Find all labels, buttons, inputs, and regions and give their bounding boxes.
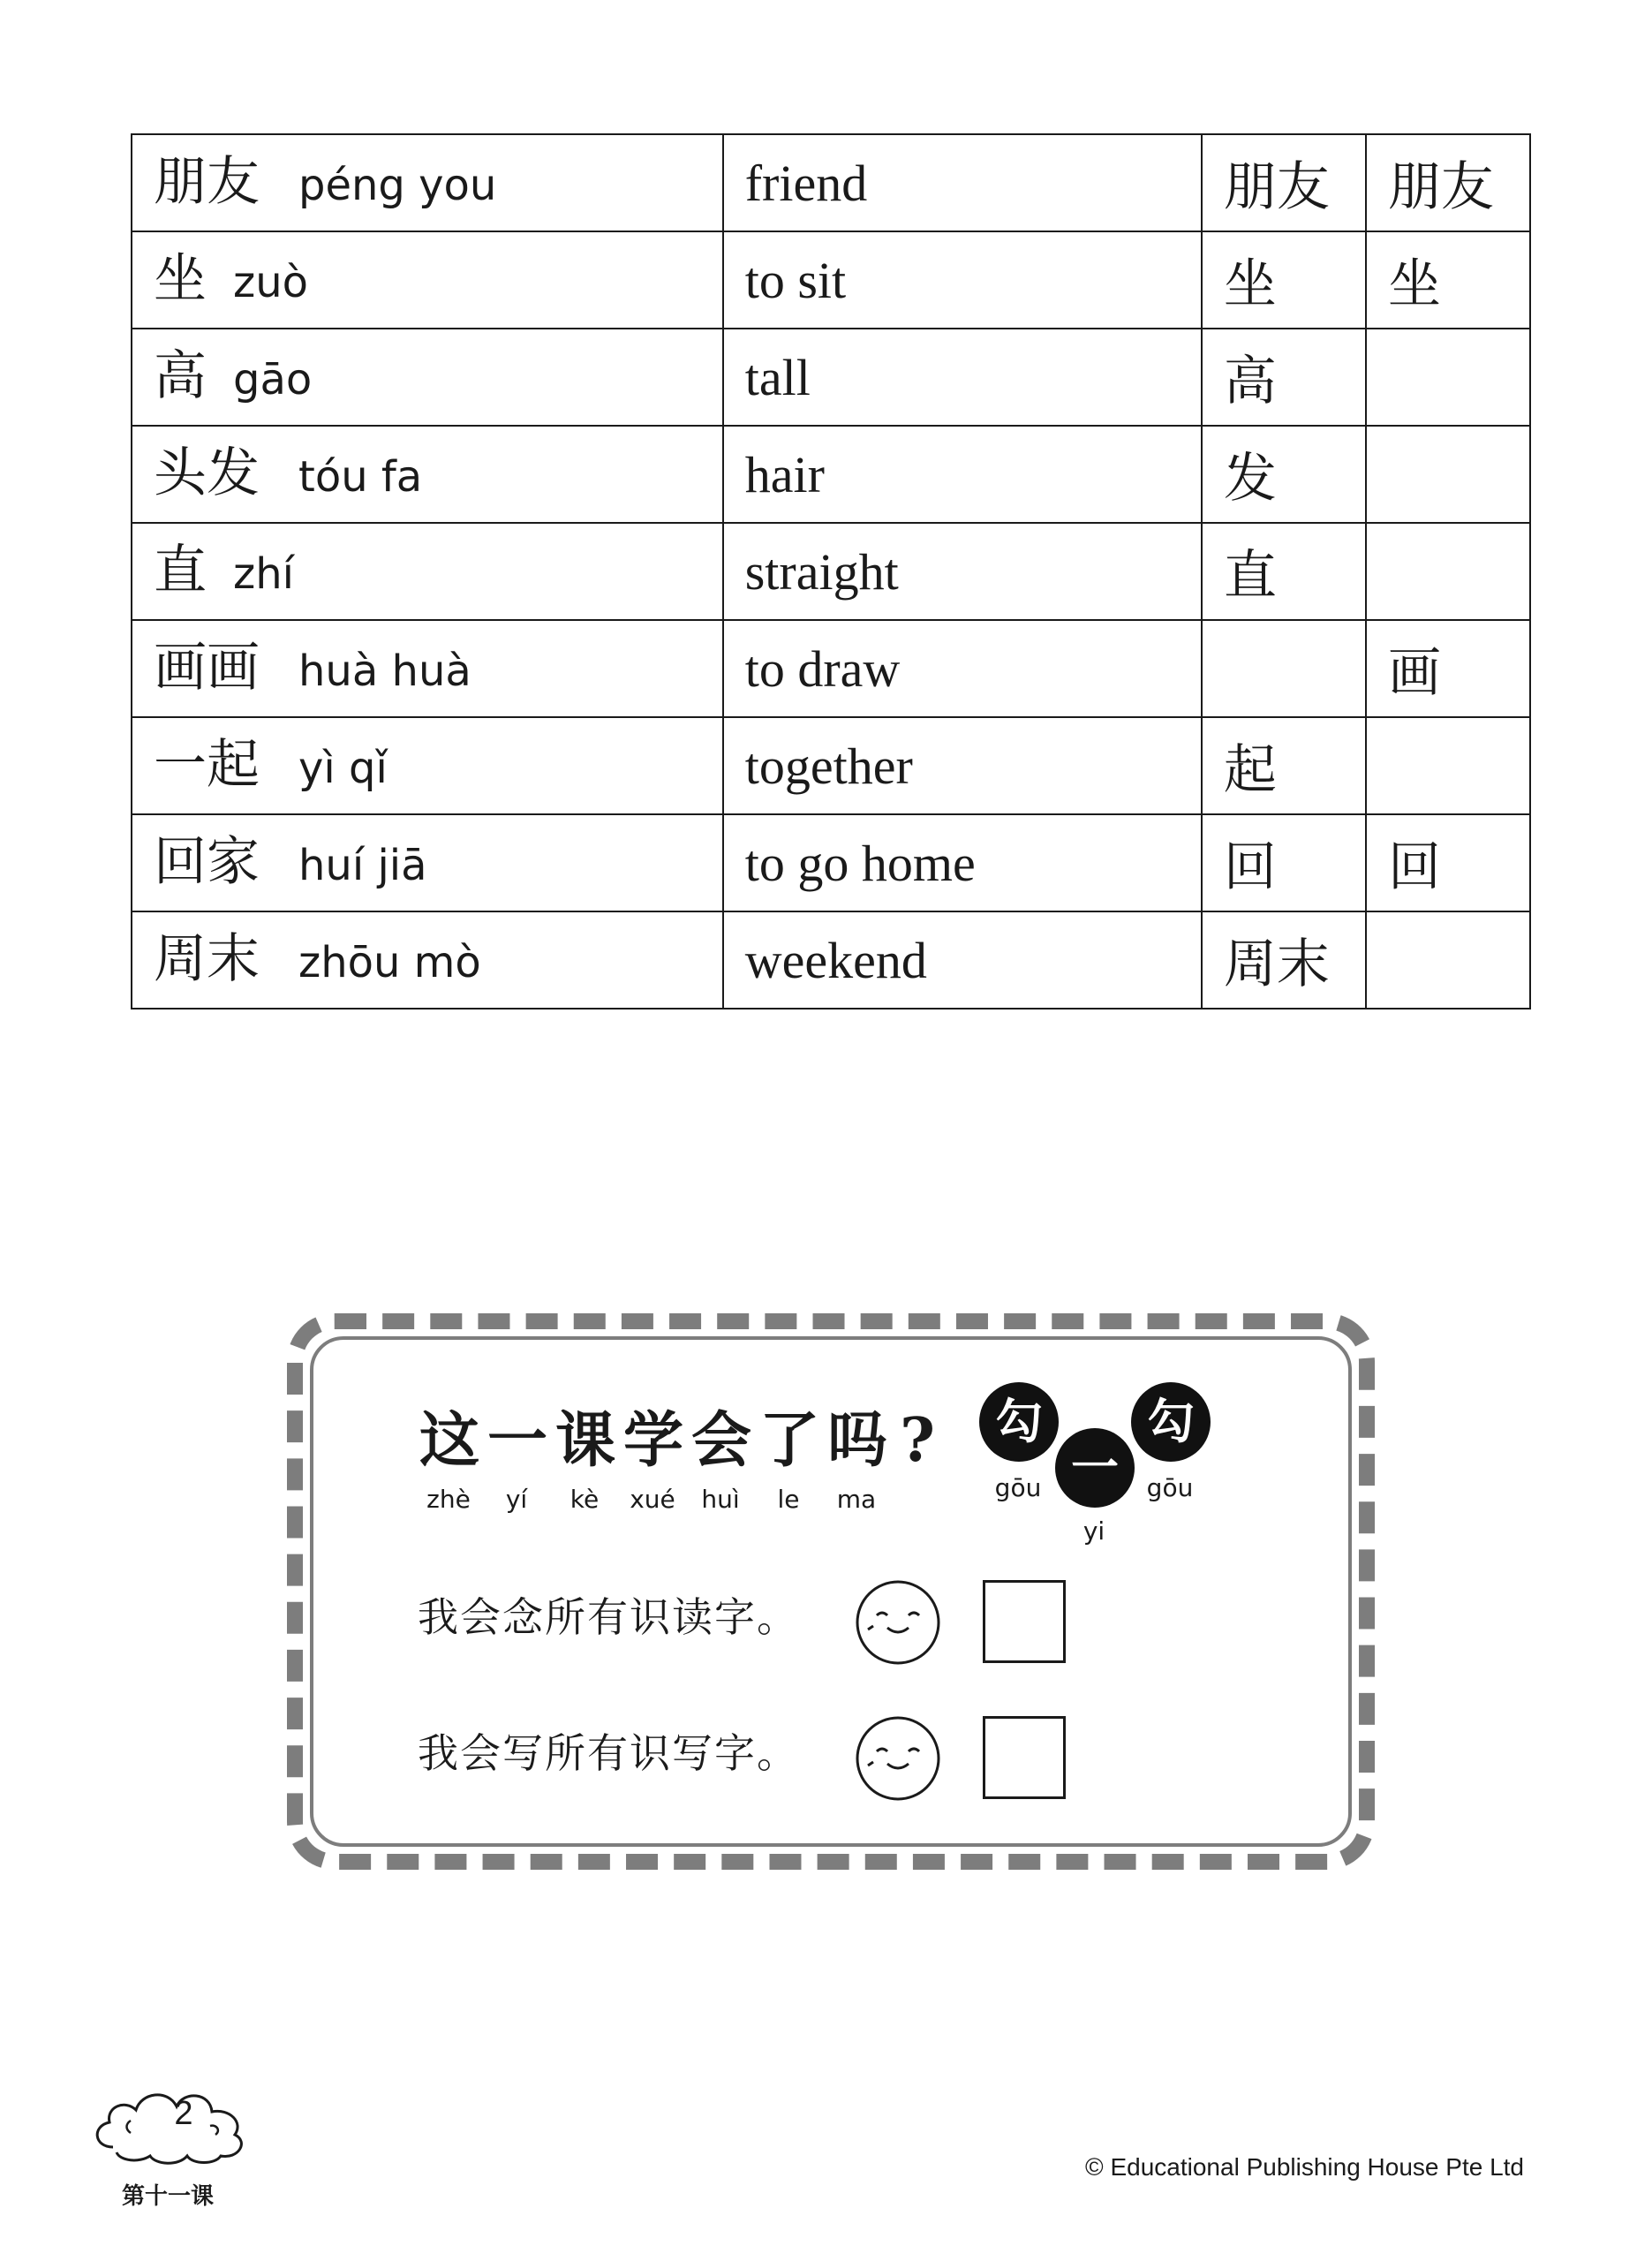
hanzi: 朋友 xyxy=(154,151,260,213)
badge-bubble: 一 xyxy=(1055,1428,1135,1508)
read-char-cell: 周末 xyxy=(1202,911,1366,1009)
title-char: 课 xyxy=(554,1405,615,1476)
english-cell: friend xyxy=(723,134,1202,231)
title-question-mark: ? xyxy=(900,1405,935,1476)
read-checkbox[interactable] xyxy=(983,1580,1066,1663)
word-cell xyxy=(132,911,723,1009)
badge-bubble: 勾 xyxy=(979,1382,1059,1462)
pinyin: huà huà xyxy=(298,647,471,696)
hanzi: 高 xyxy=(154,345,207,407)
title-pinyin: yí xyxy=(505,1485,528,1514)
english-cell: weekend xyxy=(723,911,1202,1009)
hanzi: 一起 xyxy=(154,734,260,796)
smiley-face-icon xyxy=(854,1714,942,1803)
write-char-cell xyxy=(1366,426,1530,523)
table-row xyxy=(132,231,1530,329)
badge-bubble: 勾 xyxy=(1131,1382,1211,1462)
english-cell: tall xyxy=(723,329,1202,426)
vocabulary-table xyxy=(131,133,1531,1010)
pinyin: tóu fa xyxy=(298,452,423,502)
pinyin: gāo xyxy=(233,355,313,405)
title-pinyin: zhè xyxy=(426,1485,471,1514)
badge-pinyin: yi xyxy=(1082,1516,1105,1546)
read-char-cell: 朋友 xyxy=(1202,134,1366,231)
read-char-cell: 起 xyxy=(1202,717,1366,814)
self-check-panel xyxy=(287,1313,1375,1870)
table-row xyxy=(132,814,1530,911)
badge-pinyin: gōu xyxy=(994,1473,1042,1502)
english-cell: hair xyxy=(723,426,1202,523)
title-char: 会 xyxy=(690,1405,751,1476)
read-char-cell: 发 xyxy=(1202,426,1366,523)
title-char: 一 xyxy=(487,1405,547,1476)
english-cell: to draw xyxy=(723,620,1202,717)
table-row xyxy=(132,329,1530,426)
write-char-cell xyxy=(1366,329,1530,426)
word-cell xyxy=(132,426,723,523)
read-char-cell: 高 xyxy=(1202,329,1366,426)
word-cell xyxy=(132,620,723,717)
write-char-cell xyxy=(1366,523,1530,620)
title-char: 吗 xyxy=(826,1405,887,1476)
table-row xyxy=(132,134,1530,231)
word-cell xyxy=(132,717,723,814)
word-cell xyxy=(132,814,723,911)
table-row xyxy=(132,911,1530,1009)
table-row xyxy=(132,523,1530,620)
read-char-cell: 坐 xyxy=(1202,231,1366,329)
title-char: 了 xyxy=(758,1405,819,1476)
word-cell xyxy=(132,231,723,329)
pinyin: zhōu mò xyxy=(298,938,481,987)
english-cell: to sit xyxy=(723,231,1202,329)
hanzi: 坐 xyxy=(154,248,207,310)
read-char-cell: 直 xyxy=(1202,523,1366,620)
title-pinyin: le xyxy=(777,1485,800,1514)
write-char-cell: 回 xyxy=(1366,814,1530,911)
badge-pinyin: gōu xyxy=(1146,1473,1194,1502)
table-row xyxy=(132,717,1530,814)
hanzi: 画画 xyxy=(154,637,260,699)
english-cell: straight xyxy=(723,523,1202,620)
copyright-notice: © Educational Publishing House Pte Ltd xyxy=(1085,2153,1524,2181)
word-cell xyxy=(132,134,723,231)
checklist-item-read: 我会念所有识读字。 xyxy=(418,1593,799,1641)
write-checkbox[interactable] xyxy=(983,1716,1066,1799)
english-cell: to go home xyxy=(723,814,1202,911)
title-pinyin: ma xyxy=(836,1485,877,1514)
english-cell: together xyxy=(723,717,1202,814)
hanzi: 回家 xyxy=(154,831,260,893)
read-char-cell xyxy=(1202,620,1366,717)
pinyin: zhí xyxy=(233,549,294,599)
read-char-cell: 回 xyxy=(1202,814,1366,911)
page-number: 2 xyxy=(174,2095,193,2132)
title-pinyin: kè xyxy=(570,1485,600,1514)
pinyin: huí jiā xyxy=(298,841,427,890)
write-char-cell xyxy=(1366,911,1530,1009)
title-char: 这 xyxy=(419,1405,479,1476)
pinyin: péng you xyxy=(298,161,497,210)
hanzi: 直 xyxy=(154,540,207,601)
write-char-cell: 画 xyxy=(1366,620,1530,717)
word-cell xyxy=(132,329,723,426)
title-pinyin: xué xyxy=(630,1485,675,1514)
title-char: 学 xyxy=(622,1405,683,1476)
table-row xyxy=(132,620,1530,717)
smiley-face-icon xyxy=(854,1578,942,1667)
hanzi: 周末 xyxy=(154,928,260,990)
lesson-label: 第十一课 xyxy=(122,2183,215,2210)
write-char-cell: 朋友 xyxy=(1366,134,1530,231)
title-pinyin: huì xyxy=(701,1485,740,1514)
checklist-item-write: 我会写所有识写字。 xyxy=(418,1729,799,1777)
pinyin: yì qǐ xyxy=(298,744,388,793)
hanzi: 头发 xyxy=(154,442,260,504)
word-cell xyxy=(132,523,723,620)
pinyin: zuò xyxy=(233,258,308,307)
write-char-cell: 坐 xyxy=(1366,231,1530,329)
table-row xyxy=(132,426,1530,523)
write-char-cell xyxy=(1366,717,1530,814)
